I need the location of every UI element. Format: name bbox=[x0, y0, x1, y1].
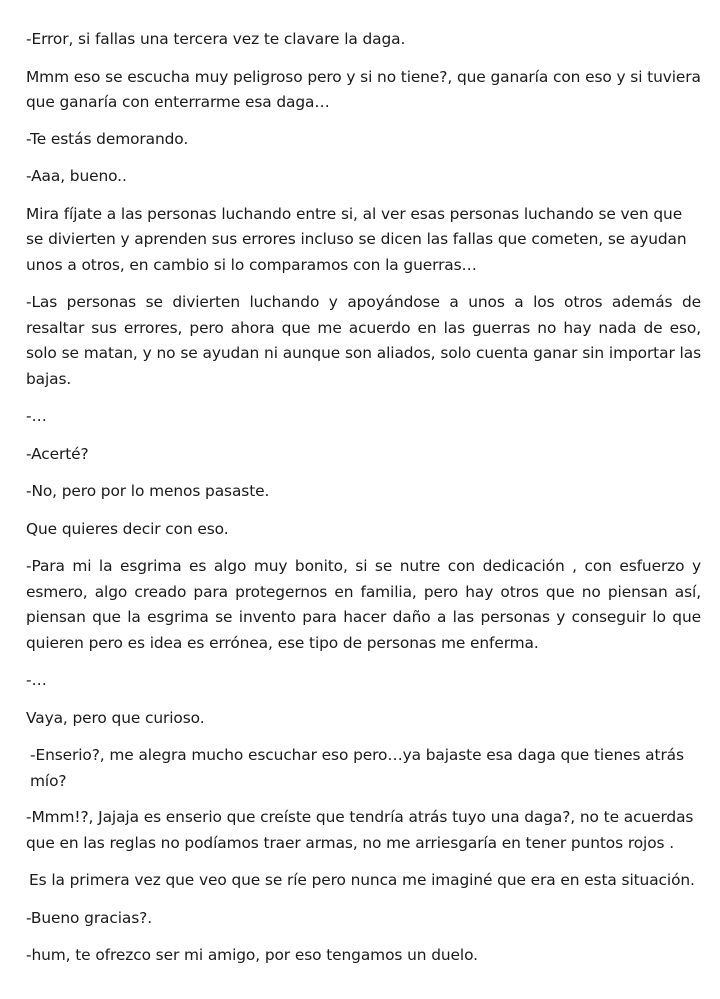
paragraph-13: Vaya, pero que curioso. bbox=[26, 708, 205, 727]
paragraph-6: -Las personas se divierten luchando y apoyándose a unos a los otros además de resaltar sus errores, pero ahora que me acuerdo en las guerras no hay nada de eso, solo se matan, y no se ayudan ni aunque son aliados, solo cuenta ganar sin importar las bajas. bbox=[26, 293, 701, 388]
paragraph-2: Mmm eso se escucha muy peligroso pero y si no tiene?, que ganaría con eso y si tuviera que ganaría con enterrarme esa daga… bbox=[26, 67, 701, 111]
paragraph-18: -hum, te ofrezco ser mi amigo, por eso tengamos un duelo. bbox=[26, 946, 478, 964]
paragraph-12: -… bbox=[26, 671, 47, 689]
paragraph-10: Que quieres decir con eso. bbox=[26, 519, 229, 538]
paragraph-16: Es la primera vez que veo que se ríe pero nunca me imaginé que era en esta situación. bbox=[29, 871, 695, 889]
paragraph-1: -Error, si fallas una tercera vez te clavare la daga. bbox=[26, 30, 406, 48]
paragraph-8: -Acerté? bbox=[26, 444, 89, 463]
paragraph-5: Mira fíjate a las personas luchando entre si, al ver esas personas luchando se ven que se divierten y aprenden sus errores incluso se dicen las fallas que cometen, se ayudan unos a otros, en cambio si lo comparamos con la guerras… bbox=[26, 204, 687, 274]
paragraph-17: -Bueno gracias?. bbox=[26, 908, 153, 927]
paragraph-9: -No, pero por lo menos pasaste. bbox=[26, 482, 270, 500]
paragraph-15: -Mmm!?, Jajaja es enserio que creíste que tendría atrás tuyo una daga?, no te acuerdas que en las reglas no podíamos traer armas, no me arriesgaría en tener puntos rojos . bbox=[26, 808, 694, 852]
paragraph-4: -Aaa, bueno.. bbox=[26, 167, 127, 185]
paragraph-3: -Te estás demorando. bbox=[26, 129, 189, 148]
paragraph-7: -… bbox=[26, 407, 47, 425]
paragraph-11: -Para mi la esgrima es algo muy bonito, si se nutre con dedicación , con esfuerzo y esmero, algo creado para protegernos en familia, pero hay otros que no piensan así, piensan que la esgrima se invento para hacer daño a las personas y conseguir lo que quieren pero es idea es errónea, ese tipo de personas me enferma. bbox=[26, 557, 701, 652]
paragraph-14: -Enserio?, me alegra mucho escuchar eso pero…ya bajaste esa daga que tienes atrás mío? bbox=[30, 746, 684, 790]
